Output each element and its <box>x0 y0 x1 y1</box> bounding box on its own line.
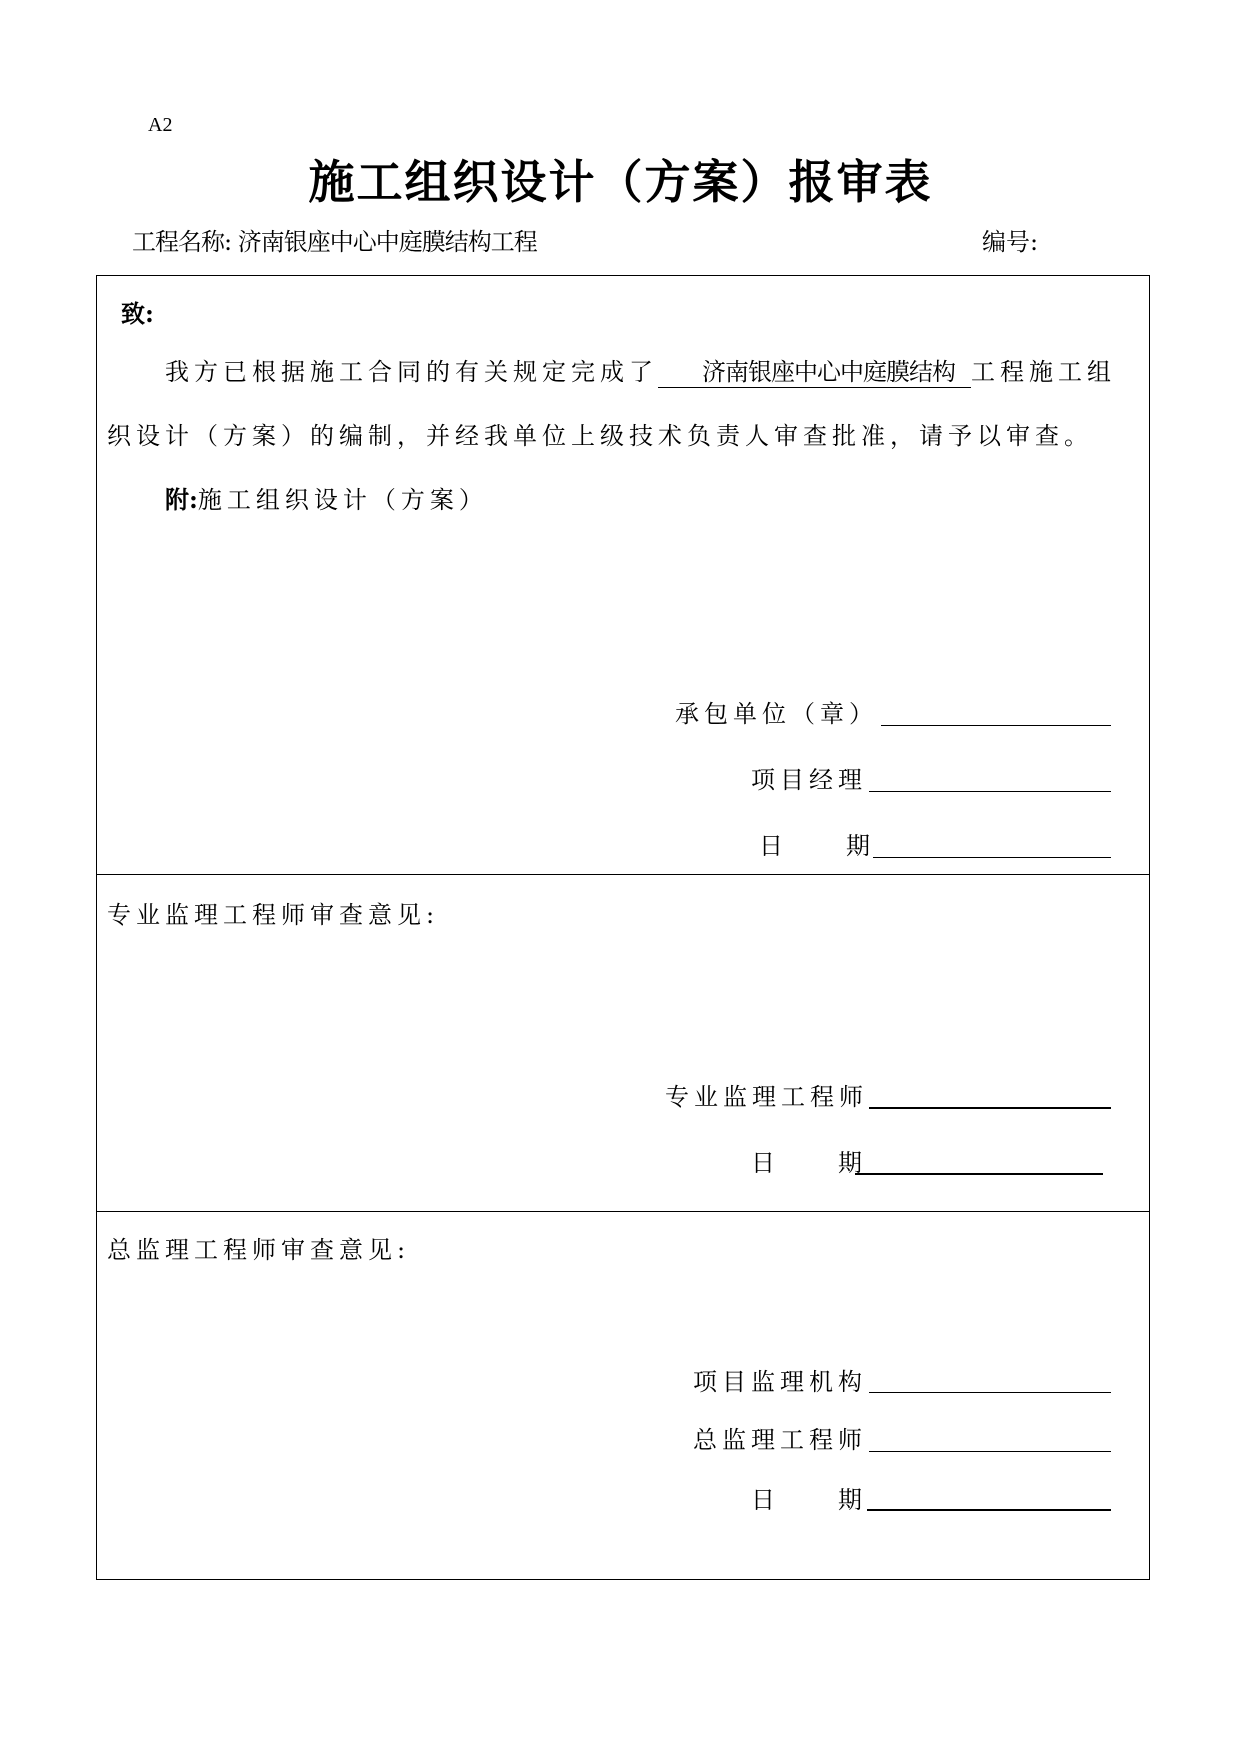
chief-review-heading: 总监理工程师审查意见: <box>107 1236 411 1264</box>
engineer-review-section <box>97 875 1149 1212</box>
chief-review-section <box>97 1212 1149 1579</box>
project-label: 工程名称: <box>132 228 232 256</box>
review-form-table <box>96 275 1150 1580</box>
engineer-review-heading: 专业监理工程师审查意见: <box>107 901 440 929</box>
contractor-date-line[interactable] <box>873 857 1111 858</box>
project-name: 济南银座中心中庭膜结构工程 <box>237 228 537 256</box>
chief-date-label: 日 期 <box>751 1486 867 1514</box>
attachment-text: 施工组织设计（方案） <box>197 486 488 514</box>
document-title: 施工组织设计（方案）报审表 <box>308 155 933 209</box>
chief-engineer-label: 总监理工程师 <box>693 1426 867 1454</box>
attachment-line <box>165 480 488 515</box>
statement-suffix: 工程施工组 <box>971 358 1116 386</box>
statement-project-name: 济南银座中心中庭膜结构 <box>658 352 971 388</box>
supervision-org-signature-line[interactable] <box>869 1392 1111 1393</box>
project-name-line <box>132 222 537 257</box>
chief-engineer-signature-line[interactable] <box>869 1451 1111 1452</box>
chief-date-line[interactable] <box>867 1509 1111 1511</box>
attachment-label: 附: <box>165 485 198 514</box>
contractor-date-label: 日 期 <box>759 832 875 860</box>
to-label: 致: <box>121 299 154 328</box>
engineer-label: 专业监理工程师 <box>665 1083 868 1111</box>
supervision-org-label: 项目监理机构 <box>693 1368 867 1396</box>
engineer-date-line[interactable] <box>855 1173 1103 1175</box>
number-label: 编号: <box>982 228 1039 256</box>
submission-statement-line2: 织设计（方案）的编制，并经我单位上级技术负责人审查批准，请予以审查。 <box>107 422 1093 450</box>
submission-statement-line1 <box>165 352 1116 388</box>
form-code: A2 <box>148 114 173 136</box>
project-manager-label: 项目经理 <box>751 766 867 794</box>
statement-prefix: 我方已根据施工合同的有关规定完成了 <box>165 358 658 386</box>
engineer-signature-line[interactable] <box>869 1107 1111 1109</box>
engineer-date-label: 日 期 <box>751 1149 867 1177</box>
contractor-section <box>97 276 1149 875</box>
contractor-unit-signature-line[interactable] <box>881 725 1111 726</box>
project-manager-signature-line[interactable] <box>869 791 1111 792</box>
contractor-unit-label: 承包单位（章） <box>675 700 878 728</box>
